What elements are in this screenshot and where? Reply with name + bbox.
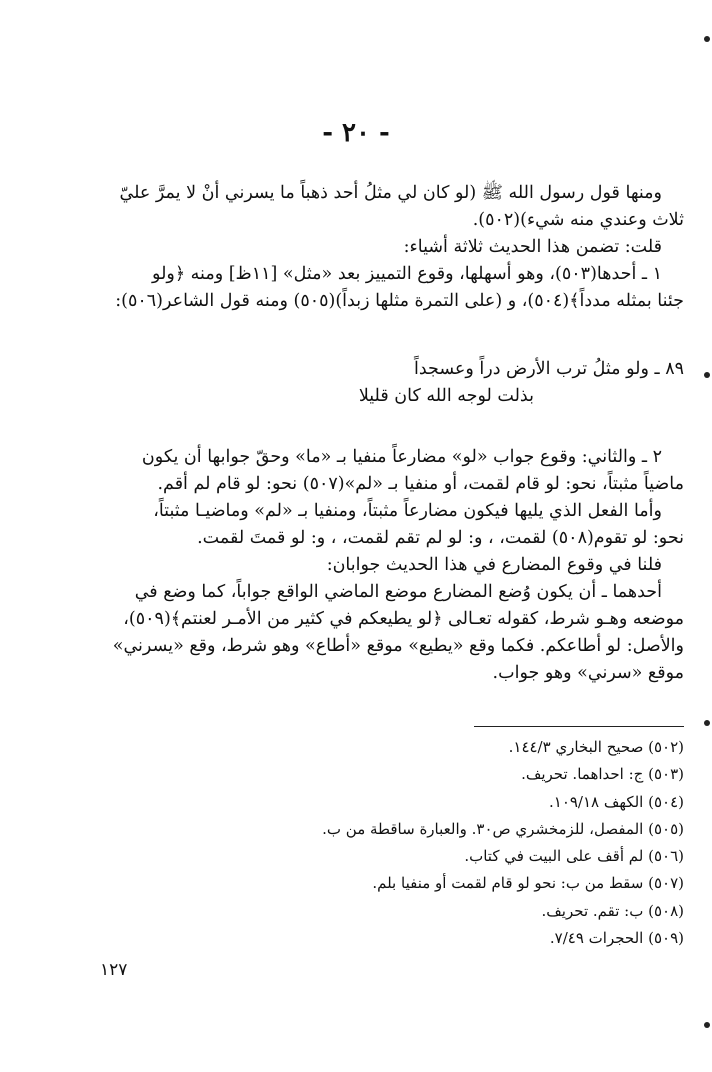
footnote: (٥٠٦) لم أقف على البيت في كتاب. [464, 847, 684, 866]
text-line: أحدهما ـ أن يكون وُضع المضارع موضع الماضي الواقع جواباً، كما وضع في [134, 582, 662, 602]
footnote: (٥٠٣) ج: احداهما. تحريف. [521, 765, 684, 784]
text-line: نحو: لو تقوم(٥٠٨) لقمت، ، و: لو لم تقم لقمت، ، و: لو قمتَ لقمت. [197, 528, 684, 548]
section-second-point [110, 444, 684, 687]
text-line: ١ ـ أحدها(٥٠٣)، وهو أسهلها، وقوع التمييز بعد «مثل» [١١ظ] ومنه ﴿ولو [152, 264, 662, 284]
scan-mark [704, 720, 710, 726]
footnote-divider [474, 726, 684, 727]
section-hadith [110, 180, 684, 315]
verse-hemistich-2: بذلت لوجه الله كان قليلا [358, 386, 534, 406]
footnote: (٥٠٧) سقط من ب: نحو لو قام لقمت أو منفيا بلم. [372, 874, 684, 893]
text-line: قلت: تضمن هذا الحديث ثلاثة أشياء: [403, 237, 662, 257]
footnotes [110, 734, 684, 952]
footnote: (٥٠٩) الحجرات ٧/٤٩. [549, 929, 684, 948]
text-line: موقع «سرني» وهو جواب. [492, 663, 684, 683]
poetry-verse [110, 356, 684, 410]
chapter-number: - ٢٠ - [322, 118, 390, 148]
scan-mark [704, 372, 710, 378]
text-line: ثلاث وعندي منه شيء)(٥٠٢). [472, 210, 684, 230]
scan-mark [704, 36, 710, 42]
text-line: ومنها قول رسول الله ﷺ (لو كان لي مثلُ أحد ذهباً ما يسرني أنْ لا يمرَّ عليّ [119, 183, 662, 203]
text-line: ٢ ـ والثاني: وقوع جواب «لو» مضارعاً منفيا بـ «ما» وحقّ جوابها أن يكون [141, 447, 662, 467]
text-line: والأصل: لو أطاعكم. فكما وقع «يطيع» موقع «أطاع» وهو شرط، وقع «يسرني» [112, 636, 684, 656]
text-line: فلنا في وقوع المضارع في هذا الحديث جوابان: [326, 555, 662, 575]
scan-mark [704, 1022, 710, 1028]
text-line: ماضياً مثبتاً، نحو: لو قام لقمت، أو منفيا بـ «لم»(٥٠٧) نحو: لو قام لم أقم. [157, 474, 684, 494]
footnote: (٥٠٤) الكهف ١٠٩/١٨. [548, 792, 684, 811]
footnote: (٥٠٨) ب: تقم. تحريف. [541, 901, 684, 920]
verse-hemistich-1: ٨٩ ـ ولو مثلُ ترب الأرض دراً وعسجداً [413, 359, 684, 379]
footnote: (٥٠٢) صحيح البخاري ١٤٤/٣. [508, 738, 684, 756]
text-line: جئنا بمثله مدداً﴾(٥٠٤)، و (على التمرة مثلها زبداً)(٥٠٥) ومنه قول الشاعر(٥٠٦): [115, 291, 684, 311]
footnote: (٥٠٥) المفصل، للزمخشري ص٣٠. والعبارة ساقطة من ب. [322, 819, 684, 838]
text-line: موضعه وهـو شرط، كقوله تعـالى ﴿لو يطيعكم في كثير من الأمـر لعنتم﴾(٥٠٩)، [123, 609, 684, 629]
text-line: وأما الفعل الذي يليها فيكون مضارعاً مثبتاً، ومنفيا بـ «لم» وماضيـا مثبتاً، [153, 501, 662, 521]
page-number: ١٢٧ [100, 960, 128, 980]
